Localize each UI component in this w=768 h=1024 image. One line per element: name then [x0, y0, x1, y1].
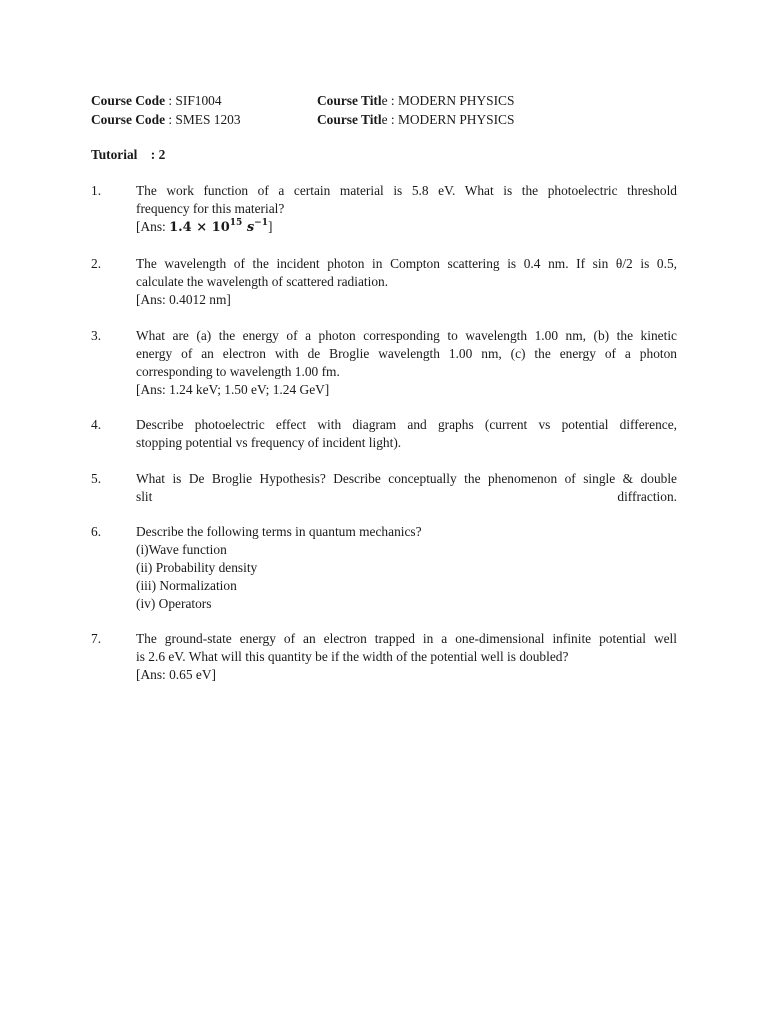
- tutorial-label: Tutorial: [91, 147, 138, 162]
- answer-line: [Ans: 1.24 keV; 1.50 eV; 1.24 GeV]: [136, 382, 330, 397]
- tutorial-heading: [91, 146, 165, 164]
- answer-line: [Ans: $1.4 \times 10^{15}$ $s^{-1}$]: [136, 218, 273, 235]
- course-title-value: e : MODERN PHYSICS: [381, 112, 515, 127]
- question-text-line: slit diffraction.: [136, 489, 677, 504]
- list-item: (iii) Normalization: [136, 578, 237, 593]
- course-code-label: Course Code: [91, 112, 166, 127]
- question-text-line: stopping potential vs frequency of incident light).: [136, 435, 402, 450]
- answer-math: $1.4 \times 10^{15}$ $s^{-1}$: [169, 218, 268, 235]
- question-number: 7.: [91, 631, 102, 646]
- list-item: (i)Wave function: [136, 542, 227, 557]
- question-text-line: The wavelength of the incident photon in Compton scattering is 0.4 nm. If sin θ/2 is 0.5,: [136, 256, 677, 271]
- course-title-label: Course Titl: [317, 93, 382, 108]
- course-title-value: e : MODERN PHYSICS: [381, 93, 515, 108]
- question-text-line: Describe the following terms in quantum mechanics?: [136, 524, 422, 539]
- question-number: 6.: [91, 524, 102, 539]
- course-header-row-2: [91, 111, 515, 129]
- question-number: 3.: [91, 328, 102, 343]
- course-code-value: : SIF1004: [165, 93, 222, 108]
- question-text-line: The ground-state energy of an electron trapped in a one-dimensional infinite potential well: [136, 631, 677, 646]
- question-text-line: calculate the wavelength of scattered radiation.: [136, 274, 389, 289]
- tutorial-number: : 2: [150, 147, 166, 162]
- question-text-line: energy of an electron with de Broglie wavelength 1.00 nm, (c) the energy of a photon: [136, 346, 677, 361]
- question-number: 4.: [91, 417, 102, 432]
- question-number: 5.: [91, 471, 102, 486]
- list-item: (iv) Operators: [136, 596, 212, 611]
- answer-line: [Ans: 0.65 eV]: [136, 667, 216, 682]
- course-code-label: Course Code: [91, 93, 166, 108]
- answer-line: [Ans: 0.4012 nm]: [136, 292, 231, 307]
- course-header-row-1: [91, 92, 515, 110]
- question-text-line: corresponding to wavelength 1.00 fm.: [136, 364, 340, 379]
- question-text-line: frequency for this material?: [136, 201, 285, 216]
- question-text-line: What are (a) the energy of a photon corresponding to wavelength 1.00 nm, (b) the kinetic: [136, 328, 677, 343]
- question-text-line: The work function of a certain material is 5.8 eV. What is the photoelectric threshold: [136, 183, 677, 198]
- question-text-line: Describe photoelectric effect with diagram and graphs (current vs potential difference,: [136, 417, 677, 432]
- question-number: 1.: [91, 183, 102, 198]
- question-number: 2.: [91, 256, 102, 271]
- list-item: (ii) Probability density: [136, 560, 258, 575]
- course-title-label: Course Titl: [317, 112, 382, 127]
- question-text-line: is 2.6 eV. What will this quantity be if the width of the potential well is doubled?: [136, 649, 569, 664]
- course-code-value: : SMES 1203: [165, 112, 241, 127]
- question-text-line: What is De Broglie Hypothesis? Describe conceptually the phenomenon of single & double: [136, 471, 677, 486]
